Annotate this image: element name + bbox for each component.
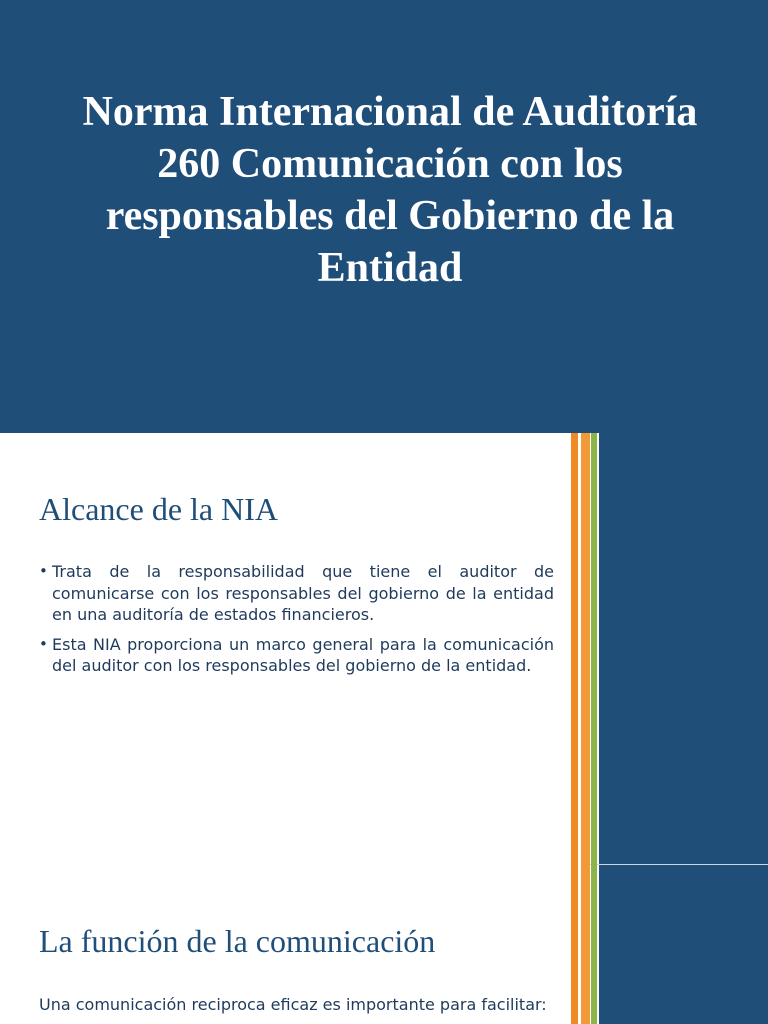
slide-title: Norma Internacional de Auditoría 260 Comunicación con los responsables del Gobierno de la Entidad — [82, 89, 698, 291]
bullet-text: Trata de la responsabilidad que tiene el auditor de comunicarse con los responsables del gobierno de la entidad en una auditoría de estados financieros. — [52, 562, 554, 624]
scope-bullet-list — [39, 561, 554, 685]
bullet-marker: • — [39, 634, 48, 653]
scope-bullet-item — [39, 634, 554, 677]
orange-stripe — [571, 433, 578, 1024]
scope-heading: Alcance de la NIA — [39, 491, 278, 527]
bullet-marker: • — [39, 562, 48, 580]
title-slide — [0, 0, 768, 433]
decorative-side-panel — [599, 433, 768, 1024]
light-orange-stripe — [581, 433, 590, 1024]
green-stripe — [591, 433, 597, 1024]
slide-divider-line — [571, 864, 768, 865]
function-body-text: Una comunicación reciproca eficaz es importante para facilitar: — [39, 995, 547, 1014]
scope-bullet-item — [39, 561, 554, 626]
function-heading: La función de la comunicación — [39, 923, 436, 959]
bullet-text: Esta NIA proporciona un marco general para la comunicación del auditor con los responsables del gobierno de la entidad. — [52, 634, 554, 675]
